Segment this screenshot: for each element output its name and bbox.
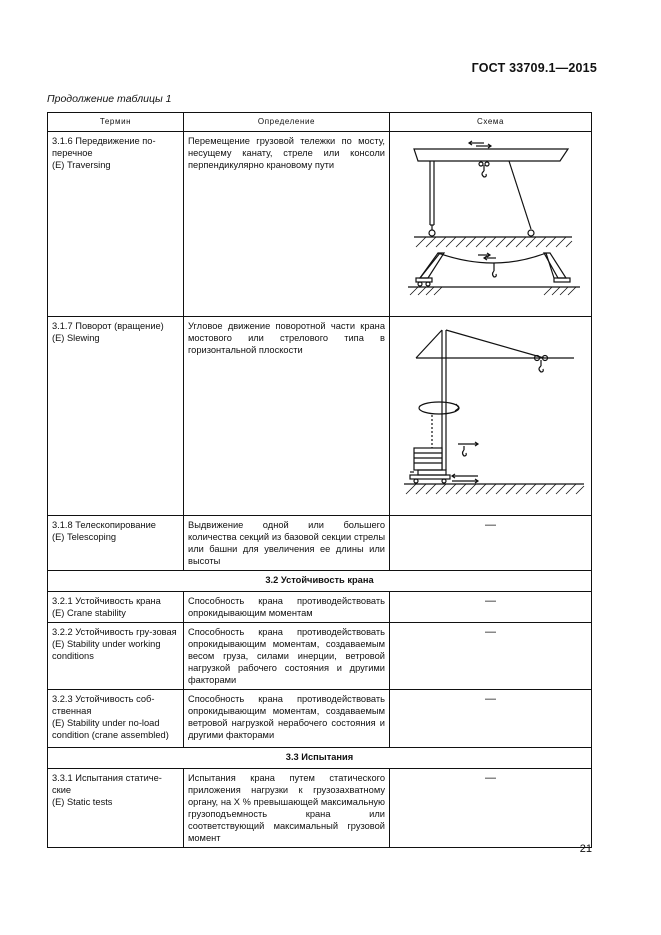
term-cell: 3.1.7 Поворот (вращение) (E) Slewing xyxy=(48,317,184,516)
scheme-cell: — xyxy=(390,592,592,623)
scheme-cell: — xyxy=(390,769,592,848)
definition-cell: Угловое движение поворотной части крана мостового или стрелового типа в горизонтальной плоскости xyxy=(184,317,390,516)
term-cell: 3.3.1 Испытания статиче-ские (E) Static tests xyxy=(48,769,184,848)
term-cell: 3.2.3 Устойчивость соб-ственная (E) Stability under no-load condition (crane assembled) xyxy=(48,690,184,748)
column-header-definition: Определение xyxy=(184,113,390,132)
slewing-scheme-diagram xyxy=(394,320,594,512)
definition-cell: Испытания крана путем статического приложения нагрузки к грузозахватному органу, на X % превышающей максимальную грузоподъемность крана или соответствующий максимальный грузовой момент xyxy=(184,769,390,848)
scheme-cell: — xyxy=(390,623,592,690)
section-row xyxy=(48,748,592,769)
definition-cell: Способность крана противодействовать опрокидывающим моментам, создаваемым весом груза, силами инерции, ветровой нагрузкой рабочего состояния и другими факторами xyxy=(184,623,390,690)
table-row xyxy=(48,132,592,317)
section-heading-3-3: 3.3 Испытания xyxy=(48,748,592,769)
term-cell: 3.2.2 Устойчивость гру-зовая (E) Stability under working conditions xyxy=(48,623,184,690)
table-caption: Продолжение таблицы 1 xyxy=(47,93,172,105)
table-row xyxy=(48,516,592,571)
table-row xyxy=(48,592,592,623)
definition-cell: Способность крана противодействовать опрокидывающим моментам, создаваемым ветровой нагрузкой нерабочего состояния и другими факторами xyxy=(184,690,390,748)
page-number: 21 xyxy=(579,843,592,855)
scheme-cell xyxy=(390,317,592,516)
section-row xyxy=(48,571,592,592)
term-cell: 3.1.8 Телескопирование (E) Telescoping xyxy=(48,516,184,571)
table-row xyxy=(48,623,592,690)
table-header-row xyxy=(48,113,592,132)
section-heading-3-2: 3.2 Устойчивость крана xyxy=(48,571,592,592)
scheme-cell xyxy=(390,132,592,317)
term-cell: 3.2.1 Устойчивость крана (E) Crane stability xyxy=(48,592,184,623)
table-row xyxy=(48,769,592,848)
terms-table xyxy=(47,112,592,848)
definition-cell: Выдвижение одной или большего количества секций из базовой секции стрелы или башни для увеличения ее длины или высоты xyxy=(184,516,390,571)
table-row xyxy=(48,317,592,516)
traversing-scheme-diagram xyxy=(394,135,594,313)
column-header-term: Термин xyxy=(48,113,184,132)
definition-cell: Перемещение грузовой тележки по мосту, несущему канату, стреле или консоли перпендикулярно крановому пути xyxy=(184,132,390,317)
term-cell: 3.1.6 Передвижение по-перечное (E) Traversing xyxy=(48,132,184,317)
scheme-cell: — xyxy=(390,690,592,748)
standard-number: ГОСТ 33709.1—2015 xyxy=(471,61,597,75)
scheme-cell: — xyxy=(390,516,592,571)
column-header-scheme: Схема xyxy=(390,113,592,132)
definition-cell: Способность крана противодействовать опрокидывающим моментам xyxy=(184,592,390,623)
table-row xyxy=(48,690,592,748)
